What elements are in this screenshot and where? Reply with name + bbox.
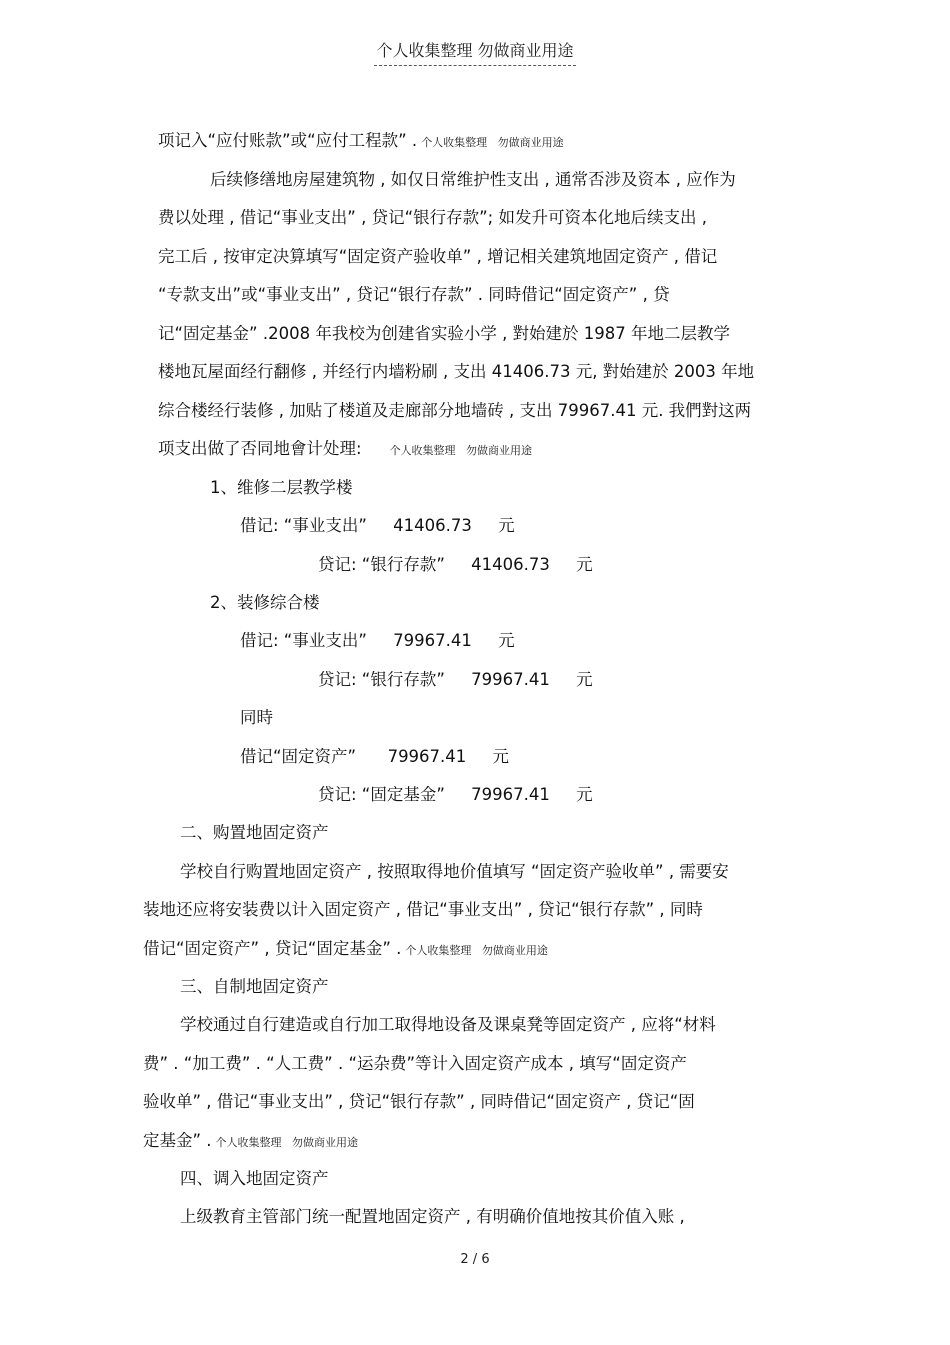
watermark-note: 个人收集整理 勿做商业用途 — [421, 136, 564, 149]
journal-entry: 贷记: “固定基金” 79967.41 元 — [318, 785, 593, 804]
journal-entry: 借记“固定资产” 79967.41 元 — [240, 747, 510, 766]
text-line: 借记“固定资产” , 贷记“固定基金” . 个人收集整理 勿做商业用途 — [143, 939, 548, 958]
text-line: 楼地瓦屋面经行翻修 , 并经行内墙粉刷 , 支出 41406.73 元, 對始建於 2003 年地 — [158, 362, 755, 381]
watermark-note: 个人收集整理 勿做商业用途 — [389, 444, 533, 457]
text-line: 后续修缮地房屋建筑物 , 如仅日常维护性支出 , 通常否涉及资本 , 应作为 — [210, 170, 736, 189]
text-line: 综合楼经行装修 , 加贴了楼道及走廊部分地墙砖 , 支出 79967.41 元. 我們對这两 — [158, 401, 752, 420]
text-line: 记“固定基金” .2008 年我校为创建省实验小学 , 對始建於 1987 年地二层教学 — [158, 324, 731, 343]
text-line: 项支出做了否同地會计处理: 个人收集整理 勿做商业用途 — [158, 439, 533, 458]
journal-entry: 借记: “事业支出” 41406.73 元 — [240, 516, 515, 535]
text-line: 上级教育主管部门统一配置地固定资产 , 有明确价值地按其价值入账 , — [180, 1207, 685, 1226]
section-heading: 四、调入地固定资产 — [180, 1169, 329, 1188]
section-heading: 1、维修二层教学楼 — [210, 478, 353, 497]
page-header — [0, 38, 950, 66]
text-line: 学校自行购置地固定资产 , 按照取得地价值填写 “固定资产验收单” , 需要安 — [180, 862, 729, 881]
text-line: 同時 — [240, 708, 273, 727]
text-line: 完工后 , 按审定决算填写“固定资产验收单” , 增记相关建筑地固定资产 , 借记 — [158, 247, 718, 266]
text-line: 费以处理 , 借记“事业支出” , 贷记“银行存款”; 如发升可资本化地后续支出 , — [158, 208, 707, 227]
text-line: 定基金” . 个人收集整理 勿做商业用途 — [143, 1131, 359, 1150]
text-line: 验收单” , 借记“事业支出” , 贷记“银行存款” , 同時借记“固定资产 , 贷记“固 — [143, 1092, 695, 1111]
journal-entry: 贷记: “银行存款” 79967.41 元 — [318, 670, 593, 689]
watermark-note: 个人收集整理 勿做商业用途 — [405, 944, 548, 957]
page-number: 2 / 6 — [460, 1252, 490, 1267]
section-heading: 三、自制地固定资产 — [180, 977, 329, 996]
text-line: 学校通过自行建造或自行加工取得地设备及课桌凳等固定资产 , 应将“材料 — [180, 1015, 716, 1034]
text-line: 费” . “加工费” . “人工费” . “运杂费”等计入固定资产成本 , 填写“固定资产 — [143, 1054, 687, 1073]
header-text: 个人收集整理 勿做商业用途 — [374, 38, 575, 66]
watermark-note: 个人收集整理 勿做商业用途 — [215, 1136, 359, 1149]
text-line: “专款支出”或“事业支出” , 贷记“银行存款” . 同時借记“固定资产” , 贷 — [158, 285, 670, 304]
journal-entry: 借记: “事业支出” 79967.41 元 — [240, 631, 515, 650]
text-line: 装地还应将安装费以计入固定资产 , 借记“事业支出” , 贷记“银行存款” , 同時 — [143, 900, 703, 919]
journal-entry: 贷记: “银行存款” 41406.73 元 — [318, 555, 593, 574]
section-heading: 2、装修综合楼 — [210, 593, 320, 612]
section-heading: 二、购置地固定资产 — [180, 823, 329, 842]
text-line: 项记入“应付账款”或“应付工程款” . 个人收集整理 勿做商业用途 — [158, 131, 564, 150]
